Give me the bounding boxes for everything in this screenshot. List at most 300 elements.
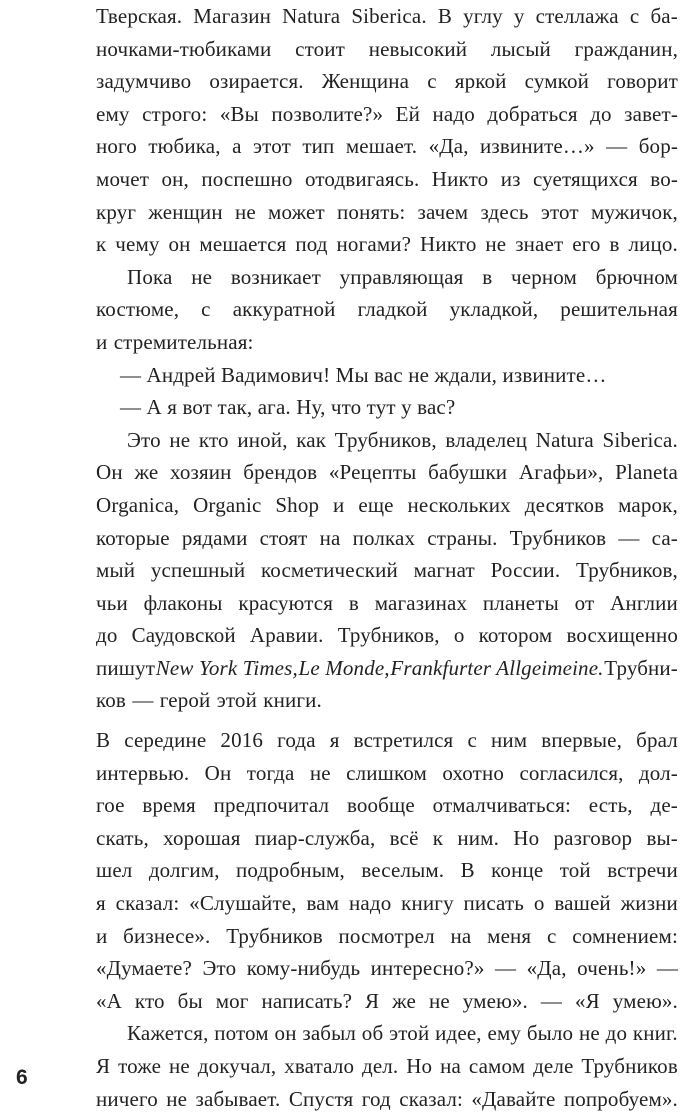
word: от — [574, 590, 595, 615]
word: Трубников — [509, 525, 607, 550]
word: задумчиво — [96, 69, 192, 94]
text-line — [96, 65, 678, 98]
word: чьи — [96, 590, 128, 615]
word: озирается. — [209, 69, 304, 94]
word: встречи — [607, 858, 678, 883]
word: знает — [515, 232, 564, 257]
word: книг. — [632, 1021, 678, 1046]
word: В — [460, 858, 475, 883]
word: гое — [96, 793, 125, 818]
word: позволите?» — [271, 101, 384, 126]
word: в — [348, 590, 359, 615]
word: Но — [406, 1053, 433, 1078]
word: магазинах — [374, 590, 468, 615]
word: с — [547, 923, 557, 948]
word: дел. — [362, 1053, 399, 1078]
word: докучал, — [197, 1053, 277, 1078]
text-section-2 — [96, 724, 678, 1115]
word: Трубников, — [334, 427, 437, 452]
word: середине — [124, 728, 207, 752]
word: охотно — [442, 760, 505, 785]
word: Ей — [395, 101, 421, 126]
word: бабушки — [428, 460, 508, 485]
word: деле — [533, 1053, 574, 1078]
word: чему — [115, 232, 160, 257]
word: встретился — [353, 728, 454, 752]
word: круг — [96, 199, 137, 224]
word: красуются — [238, 590, 334, 615]
text-line — [96, 1017, 678, 1050]
word: о — [453, 623, 465, 648]
word: герой — [159, 688, 211, 713]
word: укладкой, — [449, 297, 539, 322]
word: из — [500, 166, 521, 191]
word: к — [96, 232, 107, 257]
text-line — [96, 887, 678, 920]
word: конце — [491, 858, 544, 883]
word: ба- — [650, 4, 678, 28]
word: этот — [540, 199, 579, 224]
word: говорит — [607, 69, 678, 94]
word: Кажется, — [127, 1021, 209, 1046]
word: книги. — [263, 688, 322, 713]
word: мог — [215, 988, 249, 1013]
word: он, — [161, 166, 189, 191]
word: забыл — [302, 1021, 357, 1046]
word: женщин — [148, 199, 223, 224]
word: Это — [202, 956, 237, 981]
word: иной, — [237, 427, 288, 452]
word: этот — [252, 134, 291, 159]
text-line — [96, 757, 678, 790]
text-line — [96, 326, 678, 359]
word: интервью. — [96, 760, 190, 785]
text-line — [96, 33, 678, 66]
word: сумкой — [524, 69, 590, 94]
word: а — [232, 134, 242, 159]
word: как — [296, 427, 327, 452]
word: дол- — [638, 760, 678, 785]
word: может — [268, 199, 325, 224]
word: котором — [478, 623, 553, 648]
word: Natura — [282, 4, 341, 28]
text-line — [96, 684, 678, 717]
word: во- — [650, 166, 678, 191]
word: я — [96, 890, 106, 915]
word: самом — [468, 1053, 526, 1078]
word: в — [609, 232, 620, 257]
word: брал — [636, 728, 678, 752]
word: Пока — [127, 264, 173, 289]
word: с — [427, 69, 437, 94]
word: которые — [96, 525, 170, 550]
word: тип — [302, 134, 335, 159]
word: время — [142, 793, 196, 818]
word: предпочитал — [213, 793, 330, 818]
word: Shop — [275, 492, 320, 517]
text-line — [96, 619, 678, 652]
word: Он — [204, 760, 232, 785]
word: согласился, — [519, 760, 624, 785]
word: было — [526, 1021, 574, 1046]
text-line — [96, 98, 678, 131]
text-line — [96, 789, 678, 822]
word: идее, — [435, 1021, 482, 1046]
word: сомнением: — [572, 923, 678, 948]
text-line — [96, 456, 678, 489]
word: с — [201, 297, 211, 322]
text-line — [96, 1050, 678, 1083]
word: и — [96, 329, 108, 354]
word: стоит — [295, 36, 345, 61]
word: Le Monde, — [298, 655, 390, 680]
word: тюбика, — [148, 134, 221, 159]
text-line — [96, 822, 678, 855]
word: хозяин — [170, 460, 232, 485]
word: же — [392, 988, 417, 1013]
word: Трубников, — [576, 558, 678, 583]
text-line — [96, 652, 678, 685]
text-line — [96, 920, 678, 953]
word: Organica, — [96, 492, 180, 517]
word: завет- — [624, 101, 678, 126]
word: де- — [650, 793, 678, 818]
dialogue-text: — Андрей Вадимович! Мы вас не ждали, извините… — [120, 362, 607, 387]
text-line — [96, 724, 678, 757]
word: Siberica. — [351, 4, 427, 28]
word: очень!» — [577, 956, 647, 981]
word: умею». — [462, 988, 528, 1013]
word: не — [578, 1021, 600, 1046]
word: здесь — [480, 199, 529, 224]
word: ему — [487, 1021, 522, 1046]
word: «Давайте — [471, 1086, 556, 1111]
word: стремительная: — [113, 329, 254, 354]
word: Саудовской — [131, 623, 236, 648]
word: с — [467, 728, 477, 752]
word: ков — [96, 688, 127, 713]
word: бы — [177, 988, 203, 1013]
word: флаконы — [143, 590, 223, 615]
word: надо — [349, 890, 392, 915]
word: Женщина — [321, 69, 410, 94]
word: Англии — [610, 590, 678, 615]
word: подробным, — [236, 858, 345, 883]
word: «Да, — [526, 956, 567, 981]
word: его — [572, 232, 601, 257]
word: впервые, — [541, 728, 623, 752]
text-line — [96, 228, 678, 261]
word: шел — [96, 858, 133, 883]
word: всё — [389, 825, 419, 850]
word: вам — [306, 890, 340, 915]
word: стоят — [259, 525, 308, 550]
word: брендов — [243, 460, 318, 485]
word: бизнесе». — [123, 923, 211, 948]
word: мешает. — [345, 134, 418, 159]
word: на — [440, 1053, 461, 1078]
word: планеты — [482, 590, 559, 615]
word: бор- — [638, 134, 678, 159]
word: не — [234, 199, 256, 224]
word: черном — [511, 264, 577, 289]
word: кому-нибудь — [246, 956, 361, 981]
word: Тверская. — [96, 4, 183, 28]
text-line — [96, 985, 678, 1018]
word: Спустя — [288, 1086, 354, 1111]
word: аккуратной — [232, 297, 336, 322]
word: Трубников — [226, 923, 323, 948]
word: отмалчиваться: — [432, 793, 571, 818]
dialogue-text: — А я вот так, ага. Ну, что тут у вас? — [120, 395, 456, 420]
word: гладкой — [357, 297, 428, 322]
word: интересно?» — [370, 956, 485, 981]
text-line — [96, 130, 678, 163]
word: разговор — [553, 825, 633, 850]
word: невысокий — [368, 36, 468, 61]
word: писать — [463, 890, 525, 915]
text-line — [96, 391, 678, 424]
word: на — [319, 525, 341, 550]
word: Но — [513, 825, 540, 850]
word: не — [168, 1053, 190, 1078]
word: ним. — [457, 825, 500, 850]
word: «Слушайте, — [189, 890, 297, 915]
word: стеллажа — [535, 4, 619, 28]
word: — — [132, 688, 154, 713]
word: — — [618, 525, 640, 550]
word: управляющая — [339, 264, 464, 289]
text-line — [96, 489, 678, 522]
word: не — [169, 427, 191, 452]
word: России. — [490, 558, 561, 583]
word: в — [482, 264, 493, 289]
word: брючном — [595, 264, 678, 289]
word: не — [485, 232, 507, 257]
word: мый — [96, 558, 136, 583]
text-line — [96, 261, 678, 294]
word: добраться — [487, 101, 578, 126]
word: потом — [214, 1021, 269, 1046]
word: книгу — [401, 890, 454, 915]
word: кто — [134, 988, 165, 1013]
word: пишут — [96, 655, 156, 680]
word: ничего — [96, 1086, 158, 1111]
word: умею». — [612, 988, 678, 1013]
word: са- — [651, 525, 678, 550]
word: ему — [96, 101, 130, 126]
text-line — [96, 952, 678, 985]
word: суетящихся — [532, 166, 638, 191]
word: тогда — [246, 760, 295, 785]
word: вы- — [646, 825, 678, 850]
word: понять: — [337, 199, 406, 224]
word: до — [605, 1021, 628, 1046]
word: возникает — [230, 264, 321, 289]
word: решительная — [560, 297, 678, 322]
word: Я — [365, 988, 380, 1013]
word: вообще — [346, 793, 415, 818]
word: сказал: — [399, 1086, 463, 1111]
word: посмотрел — [338, 923, 435, 948]
word: косметический — [261, 558, 398, 583]
word: строго: — [142, 101, 208, 126]
word: В — [96, 728, 111, 752]
word: яркой — [454, 69, 507, 94]
word: отодвигаясь. — [304, 166, 420, 191]
word: «Думаете? — [96, 956, 193, 981]
word: написать? — [261, 988, 353, 1013]
word: ночками-тюбиками — [96, 36, 272, 61]
word: В — [437, 4, 452, 28]
word: ним — [490, 728, 528, 752]
word: лысый — [490, 36, 551, 61]
word: забывает. — [195, 1086, 281, 1111]
word: сказал: — [115, 890, 180, 915]
word: о — [533, 890, 545, 915]
text-line — [96, 424, 678, 457]
word: зачем — [417, 199, 469, 224]
text-line — [96, 163, 678, 196]
text-line — [96, 854, 678, 887]
word: не — [428, 988, 450, 1013]
word: марок, — [618, 492, 678, 517]
word: той — [559, 858, 591, 883]
word: хватало — [284, 1053, 355, 1078]
word: под — [295, 232, 328, 257]
word: владелец — [445, 427, 528, 452]
word: лицо. — [628, 232, 678, 257]
word: скать, — [96, 825, 149, 850]
word: Никто — [420, 232, 477, 257]
word: на — [450, 923, 472, 948]
word: надо — [432, 101, 475, 126]
word: New York Times, — [155, 655, 298, 680]
word: попробуем». — [563, 1086, 678, 1111]
word: хорошая — [163, 825, 241, 850]
word: об — [361, 1021, 384, 1046]
word: — — [495, 956, 517, 981]
word: год — [361, 1086, 391, 1111]
word: слишком — [346, 760, 427, 785]
word: успешный — [150, 558, 246, 583]
word: этой — [216, 688, 257, 713]
word: Я — [96, 1053, 111, 1078]
word: магнат — [413, 558, 475, 583]
word: Planeta — [615, 460, 678, 485]
word: «Я — [575, 988, 600, 1013]
word: костюме, — [96, 297, 180, 322]
word: Siberica. — [602, 427, 678, 452]
text-line — [96, 554, 678, 587]
text-line — [96, 196, 678, 229]
word: у — [513, 4, 525, 28]
word: страны. — [427, 525, 498, 550]
text-line — [96, 359, 678, 392]
word: и — [333, 492, 345, 517]
word: полках — [352, 525, 416, 550]
word: ногами? — [336, 232, 412, 257]
word: кто — [198, 427, 229, 452]
word: Аравии. — [249, 623, 324, 648]
word: не — [191, 264, 213, 289]
word: долгим, — [148, 858, 220, 883]
word: Агафьи», — [518, 460, 604, 485]
word: Магазин — [193, 4, 272, 28]
word: «А — [96, 988, 122, 1013]
word: я — [329, 728, 340, 752]
word: Frankfurter Allgeimeine. — [390, 655, 604, 680]
word: «Вы — [219, 101, 259, 126]
word: вашей — [554, 890, 611, 915]
text-line — [96, 1083, 678, 1115]
word: он — [274, 1021, 297, 1046]
word: тоже — [118, 1053, 162, 1078]
word: рядами — [181, 525, 248, 550]
word: еще — [358, 492, 394, 517]
word: «Рецепты — [328, 460, 417, 485]
word: — — [540, 988, 563, 1013]
word: не — [309, 760, 331, 785]
page-number: 6 — [16, 1066, 28, 1089]
word: — — [656, 956, 678, 981]
word: извините…» — [480, 134, 595, 159]
word: мужичок, — [590, 199, 678, 224]
word: до — [96, 623, 118, 648]
word: веселым. — [361, 858, 445, 883]
word: Это — [127, 427, 161, 452]
word: Никто — [431, 166, 489, 191]
text-line — [96, 0, 678, 33]
word: ного — [96, 134, 137, 159]
word: же — [134, 460, 159, 485]
word: жизни — [620, 890, 678, 915]
word: Трубников — [581, 1053, 678, 1078]
word: — — [606, 134, 628, 159]
text-line — [96, 587, 678, 620]
word: восхищенно — [566, 623, 678, 648]
word: есть, — [588, 793, 633, 818]
word: нескольких — [407, 492, 511, 517]
word: этой — [389, 1021, 430, 1046]
word: мешается — [199, 232, 287, 257]
text-section-1 — [96, 0, 678, 717]
word: «Да, — [428, 134, 469, 159]
word: Organic — [193, 492, 262, 517]
word: к — [432, 825, 444, 850]
word: пиар-служба, — [254, 825, 376, 850]
word: Трубников, — [337, 623, 440, 648]
word: до — [590, 101, 612, 126]
word: поспешно — [201, 166, 293, 191]
word: Трубни- — [604, 655, 678, 680]
word: гражданин, — [574, 36, 678, 61]
word: он — [168, 232, 191, 257]
word: углу — [463, 4, 503, 28]
word: с — [629, 4, 640, 28]
text-line — [96, 522, 678, 555]
word: меня — [487, 923, 532, 948]
word: Он — [96, 460, 123, 485]
word: года — [277, 728, 316, 752]
text-line — [96, 293, 678, 326]
word: десятков — [524, 492, 605, 517]
word: Natura — [535, 427, 594, 452]
word: и — [96, 923, 108, 948]
word: 2016 — [220, 728, 264, 752]
word: не — [166, 1086, 188, 1111]
word: мочет — [96, 166, 150, 191]
